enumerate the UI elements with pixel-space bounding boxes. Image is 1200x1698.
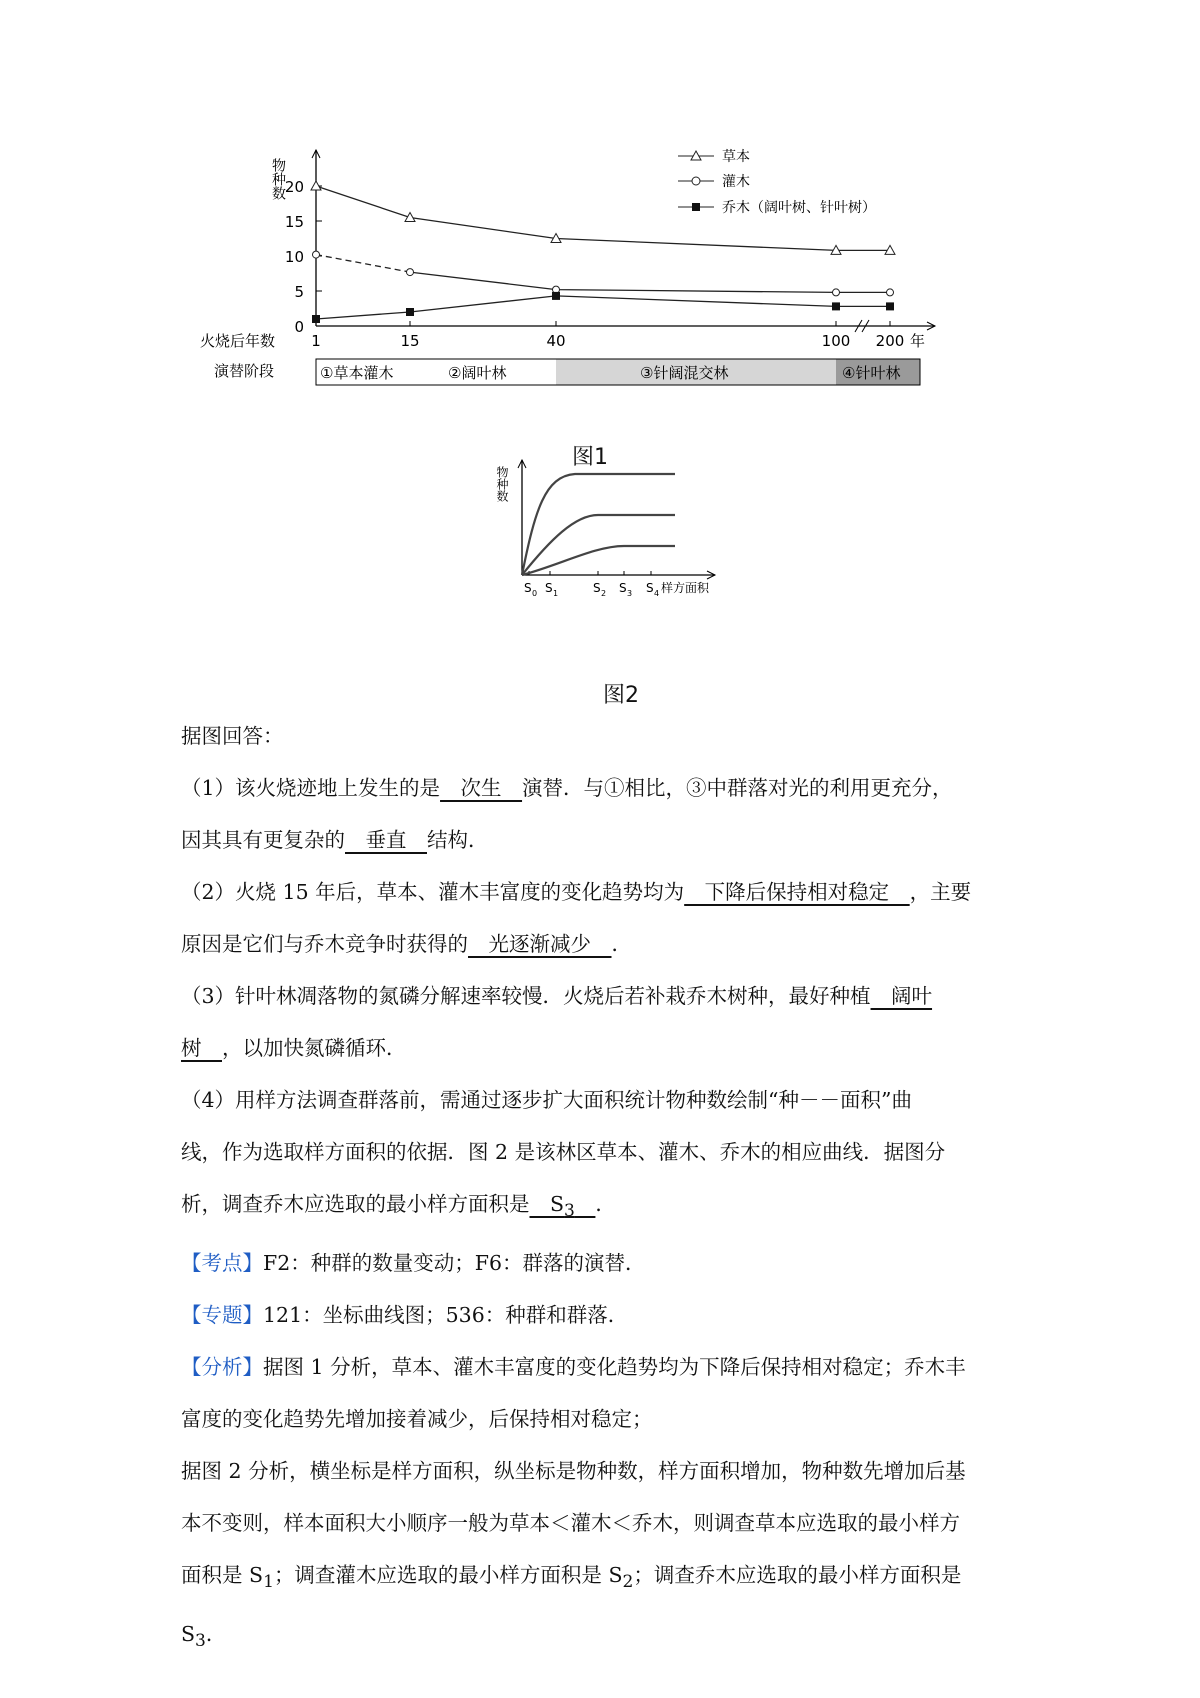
q4-c: 析，调查乔木应选取的最小样方面积是 — [181, 1192, 530, 1216]
stage-label: ②阔叶林 — [448, 364, 507, 382]
kaodian-line — [181, 1237, 1021, 1289]
fenxi-6b: ． — [205, 1622, 227, 1647]
x-tick-label: 1 — [311, 332, 321, 350]
kaodian-tag: 【考点】 — [181, 1251, 263, 1276]
fenxi-5-sub2: 2 — [622, 1572, 634, 1593]
curve-bottom — [522, 546, 675, 575]
fenxi-tag: 【分析】 — [181, 1355, 263, 1380]
x-tick-subscript: 2 — [601, 589, 607, 598]
y-tick-label: 15 — [284, 213, 304, 231]
fig1-axes — [200, 150, 935, 380]
q4-answer-s: S — [529, 1192, 565, 1216]
x-tick-label: 100 — [821, 332, 851, 350]
x-tick-subscript: 4 — [654, 589, 660, 598]
tree-point — [886, 302, 894, 310]
fenxi-line-5 — [181, 1549, 1021, 1608]
q4-line-3 — [181, 1178, 1021, 1237]
x-tick-label: S — [524, 581, 532, 595]
shrub-point — [407, 269, 414, 276]
figure-1-chart — [200, 150, 1020, 420]
figure-2-caption: 图2 — [603, 683, 639, 708]
fenxi-6a: S — [181, 1622, 196, 1647]
q3-a: （3）针叶林凋落物的氮磷分解速率较慢．火烧后若补栽乔木树种，最好种植 — [181, 984, 871, 1008]
tree-line — [316, 296, 890, 319]
tree-point — [406, 308, 414, 316]
q2-d: ． — [611, 932, 632, 956]
y-tick-label: 20 — [284, 178, 304, 196]
q1-d: 结构． — [427, 828, 489, 852]
q2-a: （2）火烧 15 年后，草本、灌木丰富度的变化趋势均为 — [181, 880, 685, 904]
figure-2-chart — [495, 466, 735, 660]
legend-label: 乔木（阔叶树、针叶树） — [722, 200, 876, 216]
fenxi-line-3: 据图 2 分析，横坐标是样方面积，纵坐标是物种数，样方面积增加，物种数先增加后基 — [181, 1459, 966, 1484]
x-tick-subscript: 1 — [553, 589, 559, 598]
kaodian-text: F2：种群的数量变动；F6：群落的演替． — [263, 1251, 646, 1276]
zhuanti-line — [181, 1289, 1021, 1341]
stage-label: ③针阔混交林 — [640, 364, 729, 382]
q1-line-2 — [181, 814, 1021, 866]
question-text — [181, 710, 1021, 1667]
q4-line-2: 线，作为选取样方面积的依据．图 2 是该林区草本、灌木、乔木的相应曲线．据图分 — [181, 1140, 946, 1164]
fenxi-5b: ；调查灌木应选取的最小样方面积是 S — [273, 1563, 623, 1588]
fig1-legend — [678, 148, 876, 216]
q1-line-1 — [181, 762, 1021, 814]
q2-b: ，主要 — [909, 880, 972, 904]
x-tick-label: S — [646, 581, 654, 595]
x-tick-label: 40 — [546, 332, 566, 350]
x-tick-subscript: 3 — [627, 589, 633, 598]
x-tick-label: 15 — [400, 332, 420, 350]
shrub-dashed-segment — [316, 255, 410, 273]
fenxi-text-1: 据图 1 分析，草本、灌木丰富度的变化趋势均为下降后保持相对稳定；乔木丰 — [263, 1355, 966, 1380]
q4-answer-pad — [575, 1192, 596, 1216]
fenxi-6-sub3: 3 — [195, 1631, 206, 1652]
y-axis-title: 物种数 — [270, 158, 286, 200]
q3-answer-2: 树 — [181, 1036, 222, 1060]
shrub-point — [833, 289, 840, 296]
x-axis-unit: 年 — [910, 332, 926, 350]
q4-d: ． — [595, 1192, 616, 1216]
herb-line — [316, 186, 890, 250]
fenxi-line-6 — [181, 1608, 1021, 1667]
fenxi-5a: 面积是 S — [181, 1563, 264, 1588]
q1-a: （1）该火烧迹地上发生的是 — [181, 776, 441, 800]
tree-point — [552, 292, 560, 300]
q4-answer-sub: 3 — [564, 1201, 575, 1222]
y-tick-label: 0 — [294, 318, 304, 336]
q2-c: 原因是它们与乔木竞争时获得的 — [181, 932, 468, 956]
legend-label: 灌木 — [722, 174, 750, 190]
q3-b: ，以加快氮磷循环． — [222, 1036, 407, 1060]
legend-label: 草本 — [722, 149, 750, 165]
zhuanti-text: 121：坐标曲线图；536：种群和群落． — [263, 1303, 629, 1328]
fenxi-line-2: 富度的变化趋势先增加接着减少，后保持相对稳定； — [181, 1407, 653, 1432]
intro-line: 据图回答： — [181, 724, 284, 748]
x-tick-label: 200 — [875, 332, 905, 350]
stage-label: ①草本灌木 — [320, 364, 394, 382]
x-tick-label: S — [619, 581, 627, 595]
fenxi-5-sub1: 1 — [263, 1572, 274, 1593]
y-tick-label: 5 — [294, 283, 304, 301]
x-tick-subscript: 0 — [532, 589, 538, 598]
q1-answer-1: 次生 — [440, 776, 523, 800]
q1-c: 因其具有更复杂的 — [181, 828, 345, 852]
legend-square-icon — [692, 203, 700, 211]
shrub-line — [410, 272, 890, 292]
fenxi-5c: ；调查乔木应选取的最小样方面积是 — [633, 1563, 962, 1588]
tree-point — [312, 315, 320, 323]
fig2-axes — [495, 460, 715, 598]
q3-answer-1: 阔叶 — [870, 984, 933, 1008]
q1-answer-2: 垂直 — [345, 828, 427, 852]
fenxi-line-1 — [181, 1341, 1021, 1393]
q2-line-2 — [181, 918, 1021, 970]
shrub-point — [887, 289, 894, 296]
q3-line-1 — [181, 970, 1021, 1022]
x-axis-title: 样方面积 — [661, 581, 710, 595]
tree-point — [832, 302, 840, 310]
q2-line-1 — [181, 866, 1021, 918]
curve-top — [522, 474, 675, 575]
x-row-label: 火烧后年数 — [200, 332, 276, 350]
q4-answer — [529, 1192, 596, 1222]
q4-line-1: （4）用样方法调查群落前，需通过逐步扩大面积统计物种数绘制“种－－面积”曲 — [181, 1088, 913, 1112]
fig1-stage-bar — [316, 359, 920, 385]
legend-circle-icon — [692, 177, 700, 185]
shrub-point — [313, 251, 320, 258]
q3-line-2 — [181, 1022, 1021, 1074]
x-tick-label: S — [593, 581, 601, 595]
q1-b: 演替．与①相比，③中群落对光的利用更充分， — [522, 776, 953, 800]
fenxi-line-4: 本不变则，样本面积大小顺序一般为草本＜灌木＜乔木，则调查草本应选取的最小样方 — [181, 1511, 960, 1536]
figure-1-caption: 图1 — [572, 445, 608, 470]
q2-answer-1: 下降后保持相对稳定 — [684, 880, 910, 904]
stage-label: ④针叶林 — [842, 364, 901, 382]
zhuanti-tag: 【专题】 — [181, 1303, 263, 1328]
x-tick-label: S — [545, 581, 553, 595]
stage-row-label: 演替阶段 — [214, 362, 275, 380]
y-axis-title: 物种数 — [495, 466, 509, 502]
q2-answer-2: 光逐渐减少 — [468, 932, 612, 956]
y-tick-label: 10 — [284, 248, 304, 266]
